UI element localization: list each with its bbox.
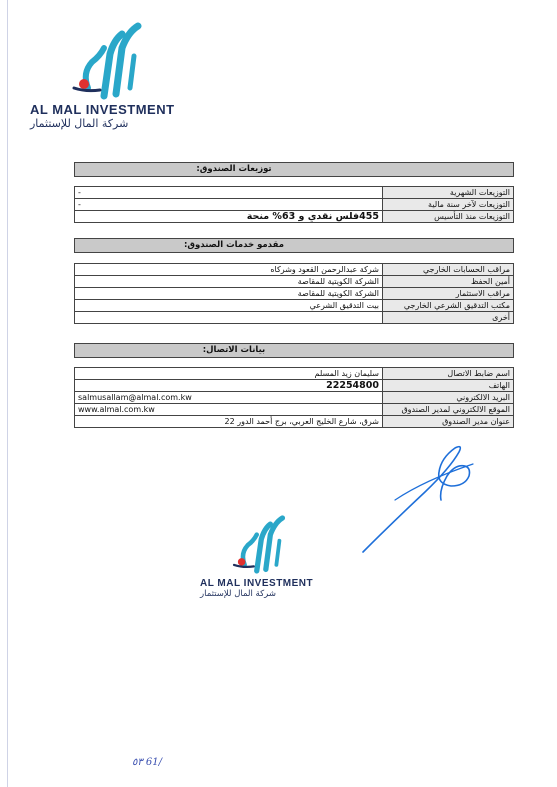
distributions-table	[74, 186, 514, 223]
contact-officer-label: اسم ضابط الاتصال	[383, 368, 514, 380]
handwritten-signature	[355, 440, 485, 560]
table-row	[75, 288, 514, 300]
phone-value: 22254800	[75, 380, 383, 392]
table-row	[75, 300, 514, 312]
investment-controller-label: مراقب الاستثمار	[383, 288, 514, 300]
custodian-label: أمين الحفظ	[383, 276, 514, 288]
sharia-audit-office-label: مكتب التدقيق الشرعي الخارجي	[383, 300, 514, 312]
logo-mark-icon	[30, 18, 180, 108]
distributions-heading: توزيعات الصندوق:	[74, 162, 514, 177]
email-label: البريد الالكتروني	[383, 392, 514, 404]
logo-name-en: AL MAL INVESTMENT	[30, 102, 175, 117]
distributions-last-year-value: -	[75, 199, 383, 211]
table-row	[75, 312, 514, 324]
distributions-since-inception-value: 455فلس نقدي و 63% منحة	[75, 211, 383, 223]
distributions-last-year-label: التوزيعات لآخر سنة مالية	[383, 199, 514, 211]
logo-name-ar: شركة المال للإستثمار	[30, 117, 129, 130]
other-provider-label: أخرى	[383, 312, 514, 324]
table-row	[75, 392, 514, 404]
table-row	[75, 199, 514, 211]
contact-officer-value: سليمان زيد المسلم	[75, 368, 383, 380]
address-value: شرق، شارع الخليج العربي، برج أحمد الدور 22	[75, 416, 383, 428]
other-provider-value	[75, 312, 383, 324]
external-auditor-label: مراقب الحسابات الخارجي	[383, 264, 514, 276]
website-label: الموقع الالكتروني لمدير الصندوق	[383, 404, 514, 416]
contact-table	[74, 367, 514, 428]
website-value[interactable]: www.almal.com.kw	[75, 404, 383, 416]
company-stamp-logo	[200, 512, 315, 599]
distributions-monthly-label: التوزيعات الشهرية	[383, 187, 514, 199]
email-value[interactable]: salmusallam@almal.com.kw	[75, 392, 383, 404]
table-row	[75, 187, 514, 199]
distributions-monthly-value: -	[75, 187, 383, 199]
sharia-audit-office-value: بيت التدقيق الشرعي	[75, 300, 383, 312]
company-logo-top	[30, 18, 180, 130]
table-row	[75, 211, 514, 223]
logo-mark-icon	[200, 512, 315, 580]
stamp-name-en: AL MAL INVESTMENT	[200, 578, 314, 589]
phone-label: الهاتف	[383, 380, 514, 392]
contact-heading: بيانات الاتصال:	[74, 343, 514, 358]
table-row	[75, 404, 514, 416]
page-number-handwritten: ٥٣ 61/	[132, 757, 163, 768]
providers-table	[74, 263, 514, 324]
address-label: عنوان مدير الصندوق	[383, 416, 514, 428]
table-row	[75, 416, 514, 428]
table-row	[75, 264, 514, 276]
table-row	[75, 276, 514, 288]
providers-heading: مقدمو خدمات الصندوق:	[74, 238, 514, 253]
distributions-since-inception-label: التوزيعات منذ التأسيس	[383, 211, 514, 223]
table-row	[75, 380, 514, 392]
investment-controller-value: الشركة الكويتية للمقاصة	[75, 288, 383, 300]
stamp-name-ar: شركة المال للإستثمار	[200, 589, 276, 599]
custodian-value: الشركة الكويتية للمقاصة	[75, 276, 383, 288]
page-edge-line	[7, 0, 8, 787]
external-auditor-value: شركة عبدالرحمن القعود وشركاه	[75, 264, 383, 276]
table-row	[75, 368, 514, 380]
